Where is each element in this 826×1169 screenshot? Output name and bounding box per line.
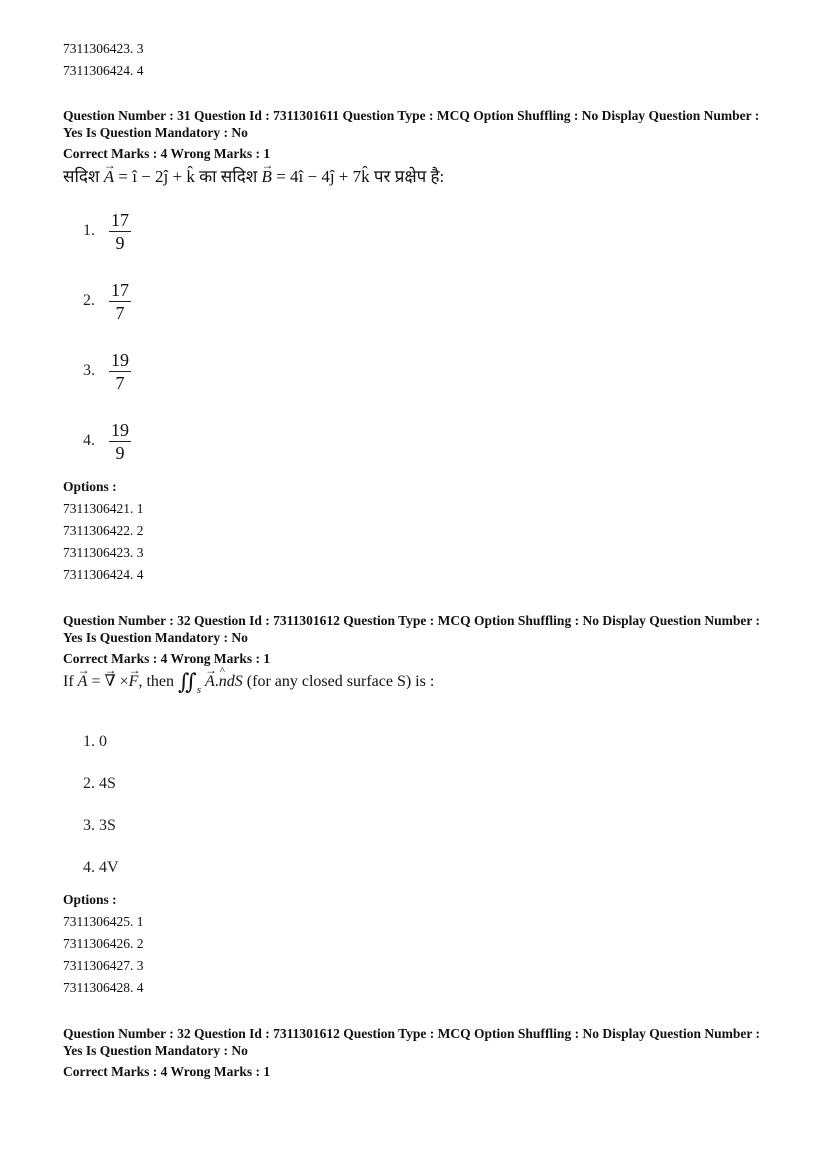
option-line: 7311306423. 3	[63, 41, 144, 56]
expr-b: = 4î − 4ĵ + 7k̂	[276, 167, 370, 186]
question-header: Question Number : 32 Question Id : 7311301612 Question Type : MCQ Option Shuffling : No Display Question Number : Yes Is Question Mandatory : No	[63, 1026, 760, 1058]
choices	[63, 721, 763, 889]
question-text-mid: का सदिश	[199, 167, 258, 186]
expr-a: = î − 2ĵ + k̂	[118, 167, 195, 186]
fraction	[109, 349, 131, 394]
question-marks: Correct Marks : 4 Wrong Marks : 1	[63, 146, 271, 161]
vector-b: → B	[262, 164, 272, 190]
option-line: 7311306428. 4	[63, 980, 144, 995]
integral-subscript: s	[196, 684, 202, 696]
option-line: 7311306423. 3	[63, 545, 144, 560]
question-32	[63, 612, 763, 999]
choice-3	[63, 336, 763, 406]
choice-number: 2.	[83, 292, 95, 309]
fraction	[109, 209, 131, 254]
option-line: 7311306425. 1	[63, 914, 144, 929]
choice-number: 4.	[83, 432, 95, 449]
choice-1	[63, 196, 763, 266]
denominator: 7	[115, 372, 125, 393]
numerator: 19	[111, 419, 129, 440]
option-line: 7311306424. 4	[63, 567, 144, 582]
option-line: 7311306424. 4	[63, 63, 144, 78]
choice-1: 1. 0	[83, 733, 107, 750]
choice-number: 1.	[83, 222, 95, 239]
choice-4: 4. 4V	[83, 859, 119, 876]
choice-4	[63, 406, 763, 476]
equals: =	[91, 673, 101, 690]
vector-f: → F	[129, 669, 139, 695]
choice-2	[63, 266, 763, 336]
question-text: If → A = → ∇ ×→ F, then $∬_s$ → A.^ ndS (for any closed surface S) is :	[63, 669, 763, 703]
question-text-tail: (for any closed surface S) is :	[246, 673, 435, 690]
choices	[63, 196, 763, 476]
fraction	[109, 279, 131, 324]
previous-options	[63, 38, 763, 82]
numerator: 17	[111, 209, 129, 230]
nabla: → ∇	[104, 669, 115, 695]
fraction	[109, 419, 131, 464]
n-hat: ^ n	[219, 669, 227, 695]
numerator: 19	[111, 349, 129, 370]
ds: dS	[226, 673, 243, 690]
question-31	[63, 107, 763, 586]
dot: .	[214, 673, 219, 690]
double-integral: ∬	[178, 669, 197, 694]
question-header: Question Number : 31 Question Id : 7311301611 Question Type : MCQ Option Shuffling : No Display Question Number : Yes Is Question Mandatory : No	[63, 108, 760, 140]
question-text	[63, 164, 763, 190]
choice-2: 2. 4S	[83, 775, 116, 792]
question-text-prefix: सदिश	[63, 167, 100, 186]
choice-number: 3.	[83, 362, 95, 379]
denominator: 7	[115, 302, 125, 323]
vector-a-integrand: → A	[205, 669, 215, 695]
choice-3: 3. 3S	[83, 817, 116, 834]
vector-a: → A	[104, 164, 114, 190]
vector-a: → A	[78, 669, 88, 695]
question-32-repeat	[63, 1025, 763, 1080]
option-line: 7311306426. 2	[63, 936, 144, 951]
question-header: Question Number : 32 Question Id : 7311301612 Question Type : MCQ Option Shuffling : No Display Question Number : Yes Is Question Mandatory : No	[63, 613, 760, 645]
option-line: 7311306422. 2	[63, 523, 144, 538]
options-list	[63, 911, 763, 999]
question-text-suffix: पर प्रक्षेप है:	[373, 167, 445, 186]
question-text-if: If	[63, 673, 74, 690]
numerator: 17	[111, 279, 129, 300]
document-page	[63, 38, 763, 1080]
question-marks: Correct Marks : 4 Wrong Marks : 1	[63, 1064, 271, 1079]
question-text-then: then	[146, 673, 174, 690]
options-list	[63, 498, 763, 586]
denominator: 9	[115, 232, 125, 253]
options-title: Options :	[63, 892, 117, 907]
question-marks: Correct Marks : 4 Wrong Marks : 1	[63, 651, 271, 666]
denominator: 9	[115, 442, 125, 463]
option-line: 7311306421. 1	[63, 501, 144, 516]
cross: ×	[119, 673, 129, 690]
option-line: 7311306427. 3	[63, 958, 144, 973]
options-title: Options :	[63, 479, 117, 494]
